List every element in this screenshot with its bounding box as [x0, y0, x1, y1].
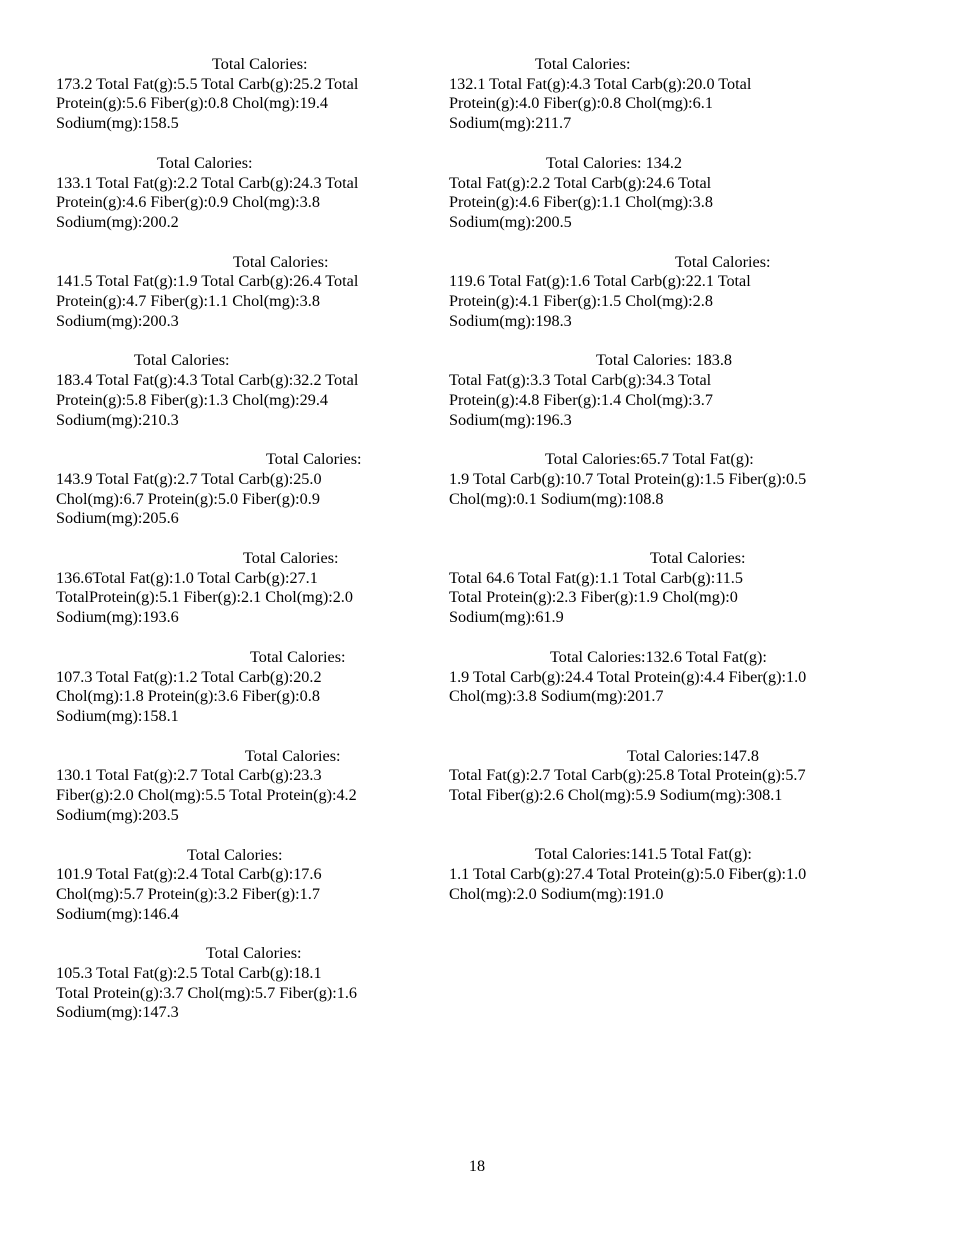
entry-line: Chol(mg):0.1 Sodium(mg):108.8	[449, 489, 664, 508]
entry-header: Total Calories:	[245, 746, 341, 765]
entry-line: Sodium(mg):200.3	[56, 311, 179, 330]
entry-header: Total Calories:	[134, 351, 230, 370]
entry-line: Total Fat(g):3.3 Total Carb(g):34.3 Total	[449, 371, 712, 390]
entry-header: Total Calories:	[675, 252, 771, 271]
nutrition-entry	[449, 351, 849, 430]
entry-line: 105.3 Total Fat(g):2.5 Total Carb(g):18.1	[56, 964, 322, 983]
entry-line: Protein(g):4.0 Fiber(g):0.8 Chol(mg):6.1	[449, 94, 713, 113]
entry-line: 143.9 Total Fat(g):2.7 Total Carb(g):25.0	[56, 469, 322, 488]
entry-line: Sodium(mg):158.5	[56, 114, 179, 133]
entry-line: 130.1 Total Fat(g):2.7 Total Carb(g):23.3	[56, 766, 322, 785]
entry-line: 107.3 Total Fat(g):1.2 Total Carb(g):20.2	[56, 667, 322, 686]
nutrition-entry	[449, 747, 849, 806]
entry-header: Total Calories:	[233, 252, 329, 271]
entry-line: 173.2 Total Fat(g):5.5 Total Carb(g):25.2 Total	[56, 74, 359, 93]
entry-line: Total Protein(g):2.3 Fiber(g):1.9 Chol(mg):0	[449, 588, 738, 607]
entry-line: TotalProtein(g):5.1 Fiber(g):2.1 Chol(mg):2.0	[56, 588, 353, 607]
nutrition-entry	[449, 55, 849, 134]
entry-line: 141.5 Total Fat(g):1.9 Total Carb(g):26.4 Total	[56, 272, 359, 291]
right-column	[449, 55, 849, 944]
entry-line: Chol(mg):1.8 Protein(g):3.6 Fiber(g):0.8	[56, 687, 320, 706]
entry-header: Total Calories:	[206, 944, 302, 963]
left-column	[56, 55, 416, 1043]
entry-line: Protein(g):4.7 Fiber(g):1.1 Chol(mg):3.8	[56, 292, 320, 311]
entry-header: Total Calories:65.7 Total Fat(g):	[545, 450, 754, 469]
nutrition-entry	[56, 351, 416, 430]
entry-header: Total Calories:	[212, 55, 308, 73]
nutrition-entry	[56, 450, 416, 529]
entry-line: 133.1 Total Fat(g):2.2 Total Carb(g):24.3 Total	[56, 173, 359, 192]
entry-line: 1.1 Total Carb(g):27.4 Total Protein(g):5.0 Fiber(g):1.0	[449, 865, 807, 884]
entry-line: Sodium(mg):158.1	[56, 706, 179, 725]
nutrition-entry	[56, 154, 416, 233]
nutrition-entry	[56, 253, 416, 332]
entry-line: 1.9 Total Carb(g):24.4 Total Protein(g):4.4 Fiber(g):1.0	[449, 667, 807, 686]
entry-line: Protein(g):5.6 Fiber(g):0.8 Chol(mg):19.4	[56, 94, 329, 113]
entry-line: Chol(mg):2.0 Sodium(mg):191.0	[449, 884, 664, 903]
entry-header: Total Calories:	[157, 153, 253, 172]
nutrition-entry	[449, 648, 849, 707]
entry-line: 1.9 Total Carb(g):10.7 Total Protein(g):1.5 Fiber(g):0.5	[449, 469, 807, 488]
entry-line: 101.9 Total Fat(g):2.4 Total Carb(g):17.6	[56, 865, 322, 884]
entry-line: Sodium(mg):193.6	[56, 608, 179, 627]
nutrition-entry	[449, 549, 849, 628]
entry-line: Protein(g):5.8 Fiber(g):1.3 Chol(mg):29.4	[56, 390, 329, 409]
entry-header: Total Calories:	[266, 450, 362, 469]
entry-header: Total Calories:141.5 Total Fat(g):	[535, 845, 752, 864]
entry-line: 183.4 Total Fat(g):4.3 Total Carb(g):32.2 Total	[56, 371, 359, 390]
entry-header: Total Calories:	[250, 647, 346, 666]
entry-line: Protein(g):4.6 Fiber(g):1.1 Chol(mg):3.8	[449, 193, 713, 212]
entry-line: Total Fat(g):2.2 Total Carb(g):24.6 Total	[449, 173, 712, 192]
entry-header: Total Calories: 183.8	[596, 351, 732, 370]
entry-line: Sodium(mg):147.3	[56, 1003, 179, 1022]
entry-line: Fiber(g):2.0 Chol(mg):5.5 Total Protein(g):4.2	[56, 786, 357, 805]
nutrition-entry	[56, 55, 416, 134]
nutrition-entry	[56, 549, 416, 628]
entry-line: Total 64.6 Total Fat(g):1.1 Total Carb(g):11.5	[449, 568, 743, 587]
entry-line: 119.6 Total Fat(g):1.6 Total Carb(g):22.1 Total	[449, 272, 751, 291]
nutrition-entry	[449, 154, 849, 233]
entry-line: Chol(mg):3.8 Sodium(mg):201.7	[449, 687, 664, 706]
entry-line: Protein(g):4.8 Fiber(g):1.4 Chol(mg):3.7	[449, 390, 713, 409]
entry-line: 132.1 Total Fat(g):4.3 Total Carb(g):20.0 Total	[449, 74, 752, 93]
entry-line: Protein(g):4.1 Fiber(g):1.5 Chol(mg):2.8	[449, 292, 713, 311]
entry-line: Chol(mg):5.7 Protein(g):3.2 Fiber(g):1.7	[56, 884, 320, 903]
nutrition-entry	[56, 747, 416, 826]
entry-header: Total Calories:	[535, 55, 631, 73]
entry-line: 136.6Total Fat(g):1.0 Total Carb(g):27.1	[56, 568, 318, 587]
entry-line: Sodium(mg):146.4	[56, 904, 179, 923]
entry-line: Sodium(mg):198.3	[449, 311, 572, 330]
entry-line: Sodium(mg):211.7	[449, 114, 572, 133]
entry-line: Total Fat(g):2.7 Total Carb(g):25.8 Total Protein(g):5.7	[449, 766, 806, 785]
entry-line: Sodium(mg):210.3	[56, 410, 179, 429]
entry-line: Sodium(mg):200.2	[56, 212, 179, 231]
entry-header: Total Calories:132.6 Total Fat(g):	[550, 647, 767, 666]
entry-header: Total Calories:	[187, 845, 283, 864]
nutrition-entry	[56, 846, 416, 925]
nutrition-entry	[449, 450, 849, 509]
entry-line: Total Protein(g):3.7 Chol(mg):5.7 Fiber(g):1.6	[56, 983, 357, 1002]
entry-line: Protein(g):4.6 Fiber(g):0.9 Chol(mg):3.8	[56, 193, 320, 212]
nutrition-entry	[56, 648, 416, 727]
entry-header: Total Calories: 134.2	[546, 153, 682, 172]
entry-line: Sodium(mg):200.5	[449, 212, 572, 231]
entry-line: Total Fiber(g):2.6 Chol(mg):5.9 Sodium(mg):308.1	[449, 786, 783, 805]
entry-header: Total Calories:	[243, 549, 339, 568]
entry-header: Total Calories:147.8	[627, 746, 759, 765]
nutrition-entry	[449, 253, 849, 332]
entry-header: Total Calories:	[650, 549, 746, 568]
nutrition-entry	[56, 944, 416, 1023]
entry-line: Sodium(mg):203.5	[56, 805, 179, 824]
entry-line: Sodium(mg):196.3	[449, 410, 572, 429]
entry-line: Chol(mg):6.7 Protein(g):5.0 Fiber(g):0.9	[56, 489, 320, 508]
page-number: 18	[468, 1157, 486, 1175]
entry-line: Sodium(mg):61.9	[449, 608, 564, 627]
entry-line: Sodium(mg):205.6	[56, 509, 179, 528]
nutrition-entry	[449, 845, 849, 904]
